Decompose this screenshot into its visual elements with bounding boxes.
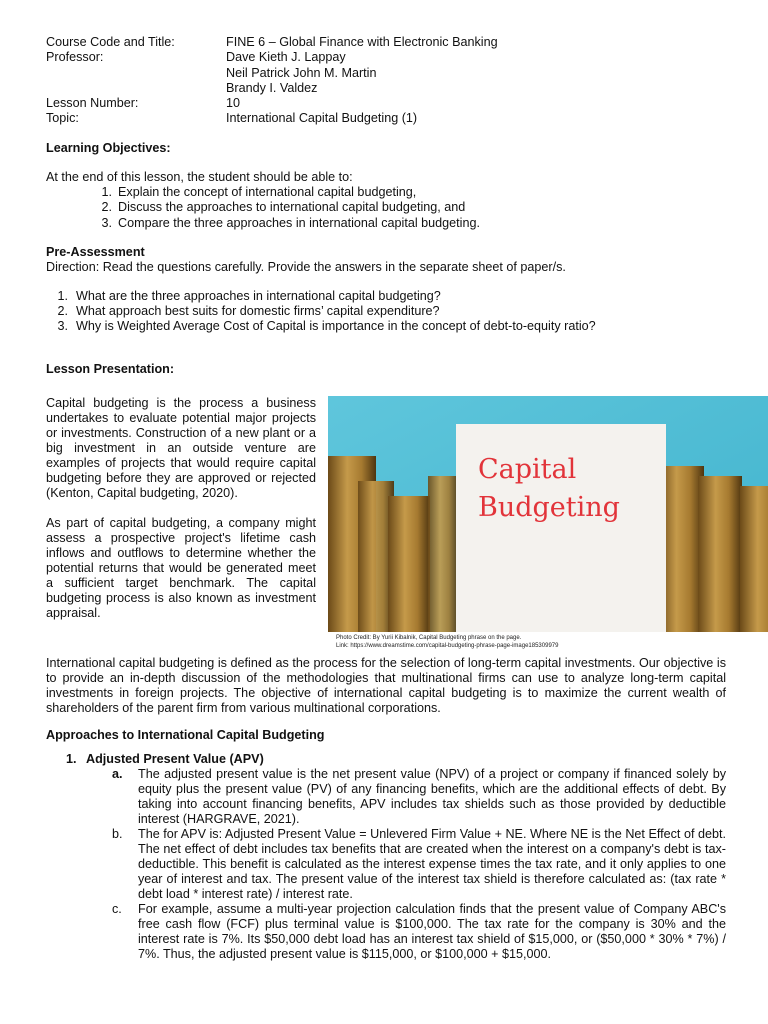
topic-label: Topic: [46, 111, 79, 126]
lesson-presentation-heading: Lesson Presentation: [46, 361, 175, 376]
lesson-intro-block [46, 396, 726, 656]
document-page [46, 35, 726, 962]
photo-credit: Photo Credit: By Yurii Kibalnik, Capital Budgeting phrase on the page. Link: https://www.dreamstime.com/capital-budgeting-phrase-page-image185309979 [336, 634, 559, 649]
course-label: Course Code and Title: [46, 35, 175, 49]
list-item: 2. What approach best suits for domestic firms’ capital expenditure? [57, 303, 440, 318]
lesson-intro-text [46, 396, 316, 621]
professor-name: Brandy I. Valdez [226, 80, 318, 95]
capital-budgeting-photo [328, 396, 768, 632]
pre-assessment-list [46, 289, 726, 334]
objectives-list [46, 185, 726, 231]
topic-value: International Capital Budgeting (1) [226, 111, 418, 126]
lesson-paragraph: Capital budgeting is the process a business undertakes to evaluate potential major projects or investments. Construction of a new plant or a big investment in an outside venture are examples of projects that would require capital budgeting before they are approved or rejected (Kenton, Capital budgeting, 2020). [46, 395, 316, 500]
professor-name: Dave Kieth J. Lappay [226, 50, 346, 65]
list-item: 1. Explain the concept of international capital budgeting, [101, 184, 417, 199]
photo-sign-line1: Capital [478, 453, 577, 485]
list-item: 2. Discuss the approaches to international capital budgeting, and [101, 200, 466, 215]
apv-item: c. For example, assume a multi-year projection calculation finds that the present value of Company ABC's free cash flow (FCF) plus terminal value is $100,000. The tax rate for the company is 30% and the interest rate is 7%. Its $50,000 debt load has an interest tax shield of $15,000, or ($50,000 * 30% * 7%) / 7%. Thus, the adjusted present value is $115,000, or $100,000 + $15,000. [112, 901, 726, 961]
apv-heading: 1. Adjusted Present Value (APV) [66, 751, 264, 766]
apv-item: a. The adjusted present value is the net present value (NPV) of a project or company if financed solely by equity plus the present value (PV) of any financing benefits, which are the additional effects of debt. By taking into account financing benefits, APV includes tax shields such as those provided by deductible interest (HARGRAVE, 2021). [112, 766, 726, 826]
list-item: 3. Compare the three approaches in international capital budgeting. [101, 215, 480, 230]
professor-label: Professor: [46, 50, 104, 65]
objectives-intro: At the end of this lesson, the student should be able to: [46, 169, 353, 184]
course-value: FINE 6 – Global Finance with Electronic Banking [226, 35, 498, 49]
pre-assessment-heading: Pre-Assessment [46, 244, 145, 259]
course-header [46, 35, 726, 127]
apv-item: b. The for APV is: Adjusted Present Value = Unlevered Firm Value + NE. Where NE is the Net Effect of debt. The net effect of debt includes tax benefits that are created when the interest on a company's debt is tax-deductible. This benefit is calculated as the interest expense times the tax rate, and it only applies to one year of interest and tax. The present value of the interest tax shield is therefore calculated as: (tax rate * debt load * interest rate) / interest rate. [112, 826, 726, 901]
list-item: 3. Why is Weighted Average Cost of Capital is importance in the concept of debt-to-equity ratio? [57, 318, 596, 333]
lesson-number-label: Lesson Number: [46, 96, 139, 111]
lesson-paragraph: As part of capital budgeting, a company might assess a prospective project's lifetime cash inflows and outflows to determine whether the potential returns that would be generated meet a sufficient target benchmark. The capital budgeting process is also known as investment appraisal. [46, 515, 316, 620]
photo-sign-line2: Budgeting [478, 491, 620, 523]
pre-assessment-direction: Direction: Read the questions carefully. Provide the answers in the separate sheet of paper/s. [46, 259, 566, 274]
approaches-heading: Approaches to International Capital Budgeting [46, 727, 325, 742]
professor-name: Neil Patrick John M. Martin [226, 65, 377, 80]
lesson-number-value: 10 [226, 96, 241, 111]
lesson-paragraph: International capital budgeting is defined as the process for the selection of long-term capital investments. Our objective is to provide an in-depth discussion of the methodologies that multinational firms can use to analyze long-term capital investments in foreign projects. The objective of international capital budgeting is to maximize the current wealth of shareholders of the parent firm from various multinational corporations. [46, 655, 726, 715]
list-item: 1. What are the three approaches in international capital budgeting? [57, 288, 441, 303]
learning-objectives-heading: Learning Objectives: [46, 140, 171, 155]
